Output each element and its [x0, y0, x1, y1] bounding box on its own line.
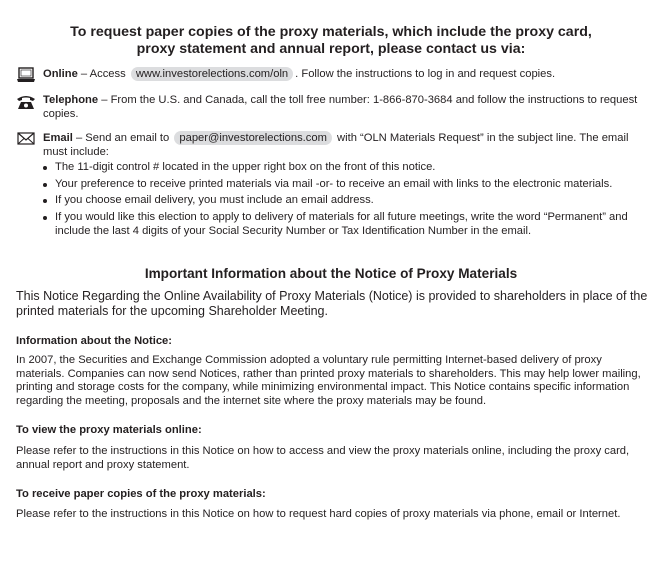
- email-label: Email: [43, 132, 73, 144]
- list-item: The 11-digit control # located in the upper right box on the front of this notice.: [55, 161, 646, 175]
- computer-icon: [16, 67, 36, 83]
- telephone-text: – From the U.S. and Canada, call the toll free number: 1-866-870-3684 and follow the instructions to request copies.: [43, 94, 638, 120]
- list-item: Your preference to receive printed materials via mail -or- to receive an email with links to the electronic materials.: [55, 178, 646, 192]
- request-heading: [40, 24, 622, 58]
- list-item: If you choose email delivery, you must include an email address.: [55, 194, 646, 208]
- important-info-title: Important Information about the Notice of Proxy Materials: [144, 266, 518, 281]
- telephone-label: Telephone: [43, 94, 99, 106]
- envelope-icon: [16, 131, 36, 147]
- important-info-intro: This Notice Regarding the Online Availability of Proxy Materials (Notice) is provided to shareholders in place of the printed materials for the upcoming Shareholder Meeting.: [16, 289, 648, 318]
- email-text-before: – Send an email to: [72, 132, 173, 144]
- request-heading-line-2: proxy statement and annual report, please contact us via:: [136, 41, 526, 57]
- email-intro: [43, 131, 646, 159]
- section-heading-notice: Information about the Notice:: [16, 335, 172, 347]
- request-heading-line-1: To request paper copies of the proxy materials, which include the proxy card,: [70, 24, 592, 40]
- online-text-before: – Access: [77, 68, 129, 80]
- email-text-after: with “OLN Materials Request” in the subject line. The email must include:: [43, 132, 629, 158]
- list-item: If you would like this election to apply to delivery of materials for all future meetings, write the word “Permanent” and include the last 4 digits of your Social Security Number or Tax Identification Number in the email.: [55, 211, 646, 238]
- telephone-icon: [16, 94, 36, 110]
- online-url-link[interactable]: www.investorelections.com/oln: [131, 67, 293, 81]
- online-text-after: . Follow the instructions to log in and request copies.: [295, 68, 556, 80]
- section-heading-view-online: To view the proxy materials online:: [16, 424, 202, 436]
- online-label: Online: [43, 68, 78, 80]
- email-address-link[interactable]: paper@investorelections.com: [174, 131, 332, 145]
- section-text-view-online: Please refer to the instructions in this Notice on how to access and view the proxy materials online, including the proxy card, annual report and proxy statement.: [16, 445, 630, 471]
- section-text-paper-copies: Please refer to the instructions in this Notice on how to request hard copies of proxy materials via phone, email or Internet.: [16, 508, 621, 520]
- section-text-notice: In 2007, the Securities and Exchange Commission adopted a voluntary rule permitting Internet-based delivery of proxy materials. Companies can now send Notices, rather than printed proxy materials to shareholders. This may help lower mailing, printing and storage costs for the company, while minimizing environmental impact. This Notice contains specific information regarding the meeting, proposals and the internet site where the proxy materials may be found.: [16, 354, 641, 407]
- email-requirements-list: [43, 161, 646, 238]
- section-heading-paper-copies: To receive paper copies of the proxy materials:: [16, 488, 266, 500]
